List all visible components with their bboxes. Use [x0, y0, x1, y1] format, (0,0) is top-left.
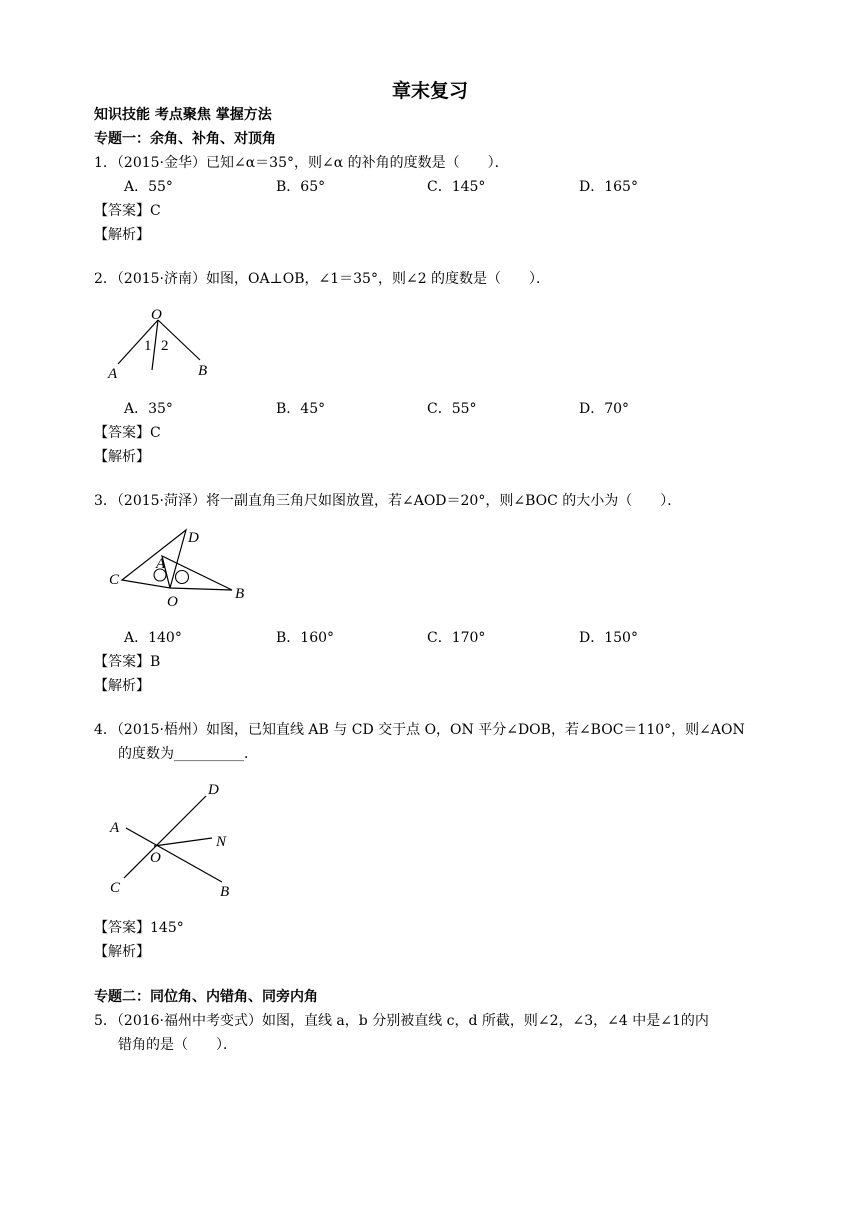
question-3-option-a: A．140° — [124, 630, 182, 646]
question-2-analysis: 【解析】 — [94, 449, 150, 465]
label-a: A — [110, 820, 120, 836]
question-3-stem: 3．（2015·菏泽）将一副直角三角尺如图放置，若∠AOD＝20°，则∠BOC 的大小为（ ）． — [94, 493, 682, 509]
label-angle-1: 1 — [144, 338, 152, 354]
question-2-option-b: B．45° — [276, 401, 326, 417]
question-1-stem: 1．（2015·金华）已知∠α＝35°，则∠α 的补角的度数是（ ）． — [94, 155, 509, 171]
question-1-answer: 【答案】C — [94, 203, 161, 219]
label-b: B — [220, 884, 230, 900]
label-d: D — [208, 782, 219, 798]
label-a: A — [156, 556, 166, 572]
question-5-stem-line1: 5．（2016·福州中考变式）如图，直线 a，b 分别被直线 c，d 所截，则∠2，∠3，∠4 中是∠1的内 — [94, 1013, 709, 1029]
label-b: B — [235, 586, 245, 602]
page-title: 章末复习 — [391, 80, 468, 102]
question-3-option-b: B．160° — [276, 630, 335, 646]
question-2-figure — [104, 304, 224, 384]
question-5-stem-line2: 错角的是（ ）． — [118, 1037, 237, 1053]
question-3-figure — [104, 524, 264, 610]
label-c: C — [110, 880, 121, 896]
label-o: O — [167, 594, 178, 610]
question-4-analysis: 【解析】 — [94, 944, 150, 960]
question-3-option-d: D．150° — [579, 630, 638, 646]
question-2-stem: 2．（2015·济南）如图，OA⊥OB，∠1＝35°，则∠2 的度数是（ ）． — [94, 271, 551, 287]
label-a: A — [108, 366, 118, 382]
question-2-option-c: C．55° — [427, 401, 477, 417]
label-b: B — [198, 363, 208, 379]
label-c: C — [109, 572, 120, 588]
topic-header-1: 专题一：余角、补角、对顶角 — [94, 131, 276, 147]
section-header: 知识技能 考点聚焦 掌握方法 — [94, 107, 272, 123]
question-1-option-a: A．55° — [124, 179, 173, 195]
label-o: O — [151, 307, 162, 323]
question-1-option-d: D．165° — [579, 179, 638, 195]
topic-header-2: 专题二：同位角、内错角、同旁内角 — [94, 989, 318, 1005]
label-o: O — [150, 850, 161, 866]
label-angle-2: 2 — [161, 338, 169, 354]
question-2-answer: 【答案】C — [94, 425, 161, 441]
question-3-option-c: C．170° — [427, 630, 486, 646]
question-3-analysis: 【解析】 — [94, 678, 150, 694]
question-3-answer: 【答案】B — [94, 654, 161, 670]
question-1-option-c: C．145° — [427, 179, 486, 195]
question-2-option-a: A．35° — [124, 401, 173, 417]
question-4-stem-line2: 的度数为__________． — [118, 746, 258, 762]
question-4-figure — [104, 778, 244, 902]
question-2-option-d: D．70° — [579, 401, 630, 417]
label-n: N — [216, 834, 227, 850]
question-1-option-b: B．65° — [276, 179, 326, 195]
label-d: D — [188, 530, 199, 546]
question-4-answer: 【答案】145° — [94, 920, 184, 936]
question-4-stem-line1: 4．（2015·梧州）如图，已知直线 AB 与 CD 交于点 O，ON 平分∠DOB，若∠BOC＝110°，则∠AON — [94, 722, 745, 738]
question-1-analysis: 【解析】 — [94, 227, 150, 243]
